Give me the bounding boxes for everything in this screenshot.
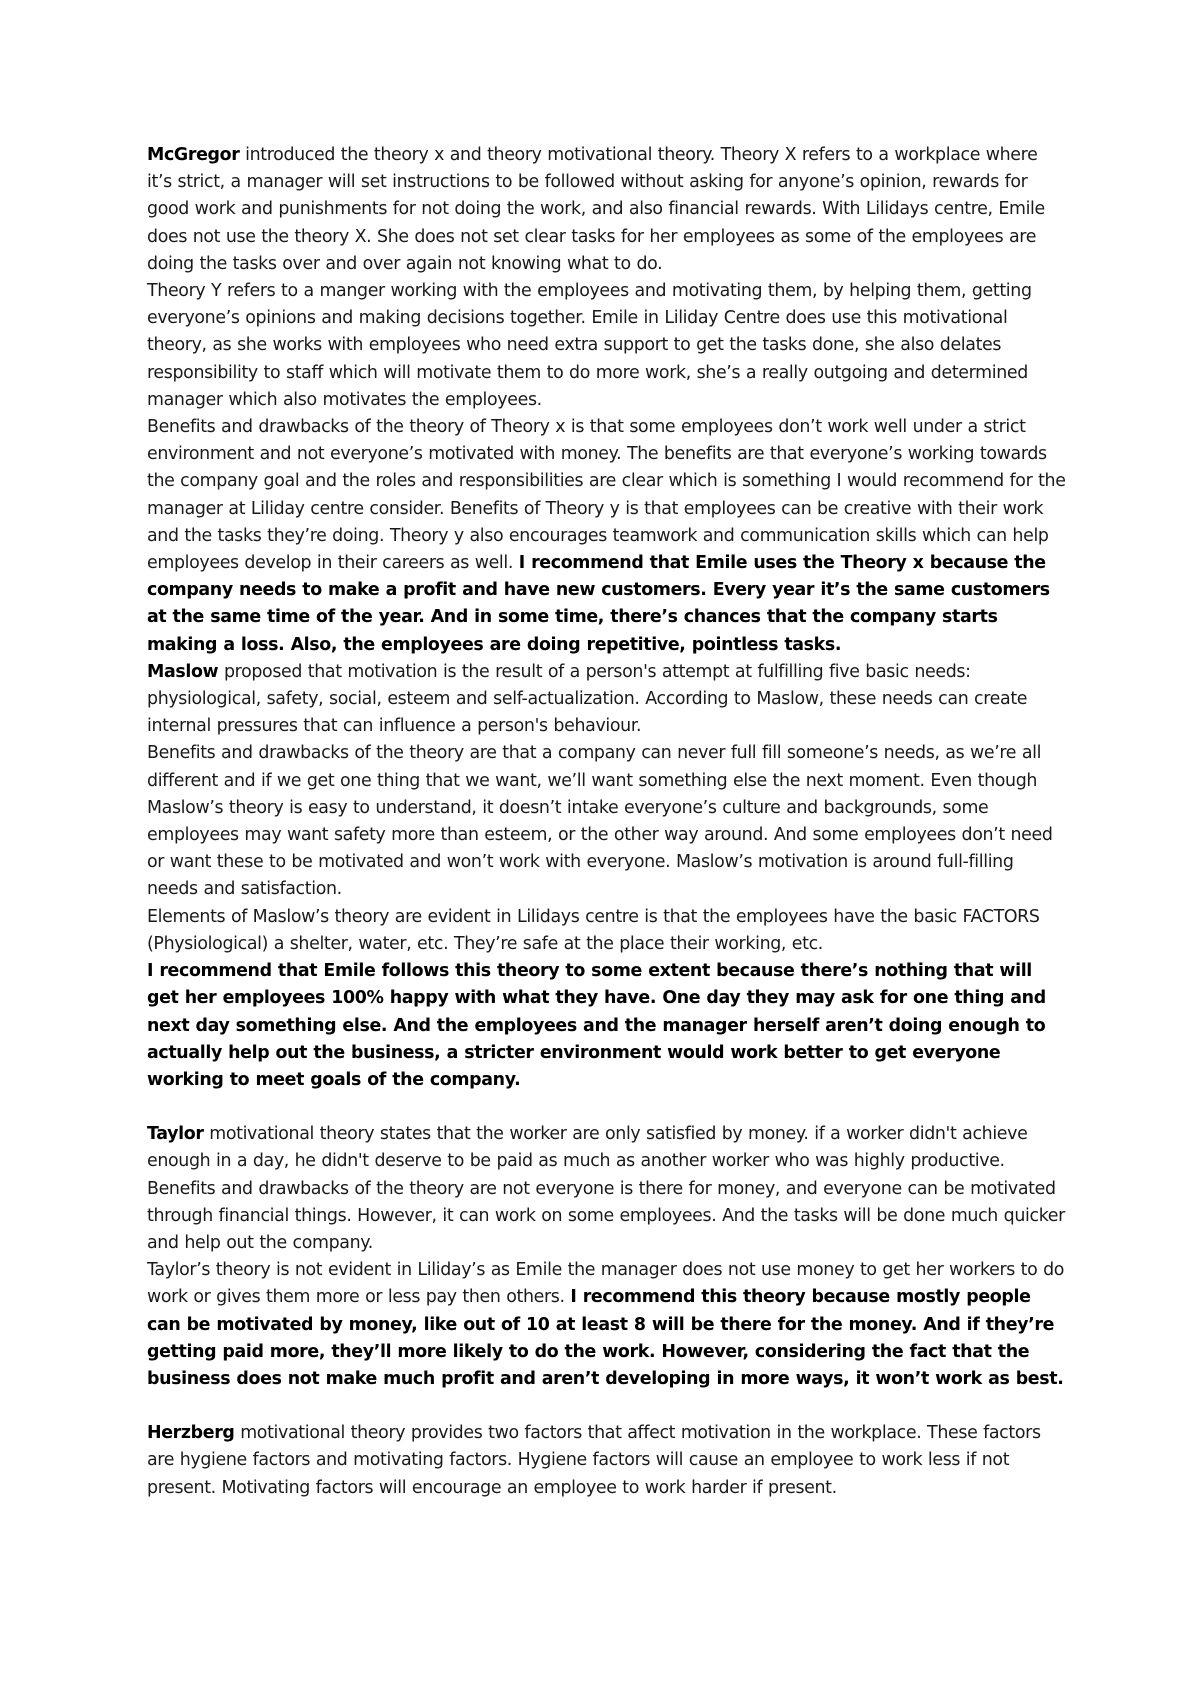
text-theory-y: Theory Y refers to a manger working with the employees and motivating them, by helping them, getting everyone’s opinions and making decisions together. Emile in Liliday Centre does use this motivational theory, as she works with employees who need extra support to get the tasks done, she also delates responsibility to staff which will motivate them to do more work, she’s a really outgoing and determined manager which also motivates the employees. bbox=[147, 281, 1032, 410]
paragraph-taylor-benefits bbox=[147, 1176, 1067, 1258]
paragraph-maslow-recommendation bbox=[147, 958, 1067, 1094]
text-taylor-intro: motivational theory states that the worker are only satisfied by money. if a worker didn't achieve enough in a day, he didn't deserve to be paid as much as another worker who was highly productive. bbox=[147, 1124, 1028, 1172]
text-maslow-elements: Elements of Maslow’s theory are evident in Lilidays centre is that the employees have the basic FACTORS (Physiological) a shelter, water, etc. They’re safe at the place their working, etc. bbox=[147, 906, 1040, 954]
text-mcgregor-theory-x: introduced the theory x and theory motivational theory. Theory X refers to a workplace where it’s strict, a manager will set instructions to be followed without asking for anyone’s opinion, rewards for good work and punishments for not doing the work, and also financial rewards. With Lilidays centre, Emile does not use the theory X. She does not set clear tasks for her employees as some of the employees are doing the tasks over and over again not knowing what to do. bbox=[147, 145, 1045, 274]
paragraph-taylor-intro bbox=[147, 1121, 1067, 1175]
paragraph-maslow-intro bbox=[147, 659, 1067, 741]
recommendation-taylor: I recommend this theory because mostly people can be motivated by money, like out of 10 at least 8 will be there for the money. And if they’re getting paid more, they’ll more likely to do the work. However, considering the fact that the business does not make much profit and aren’t developing in more ways, it won’t work as best. bbox=[147, 1287, 1064, 1389]
recommendation-maslow: I recommend that Emile follows this theory to some extent because there’s nothing that will get her employees 100% happy with what they have. One day they may ask for one thing and next day something else. And the employees and the manager herself aren’t doing enough to actually help out the business, a stricter environment would work better to get everyone working to meet goals of the company. bbox=[147, 961, 1046, 1090]
heading-taylor: Taylor bbox=[147, 1124, 204, 1145]
heading-maslow: Maslow bbox=[147, 661, 219, 682]
text-mcgregor-benefits: Benefits and drawbacks of the theory of Theory x is that some employees don’t work well under a strict environment and not everyone’s motivated with money. The benefits are that everyone’s working towards the company goal and the roles and responsibilities are clear which is something I would recommend for the manager at Liliday centre consider. Benefits of Theory y is that employees can be creative with their work and the tasks they’re doing. Theory y also encourages teamwork and communication skills which can help employees develop in their careers as well. bbox=[147, 417, 1066, 574]
recommendation-mcgregor: I recommend that Emile uses the Theory x because the company needs to make a profit and have new customers. Every year it’s the same customers at the same time of the year. And in some time, there’s chances that the company starts making a loss. Also, the employees are doing repetitive, pointless tasks. bbox=[147, 553, 1050, 655]
text-maslow-intro: proposed that motivation is the result of a person's attempt at fulfilling five basic needs: physiological, safety, social, esteem and self-actualization. According to Maslow, these needs can create internal pressures that can influence a person's behaviour. bbox=[147, 661, 1028, 737]
paragraph-maslow-elements bbox=[147, 904, 1067, 958]
paragraph-mcgregor-intro bbox=[147, 142, 1067, 278]
paragraph-mcgregor-benefits bbox=[147, 414, 1067, 659]
text-taylor-benefits: Benefits and drawbacks of the theory are not everyone is there for money, and everyone can be motivated through financial things. However, it can work on some employees. And the tasks will be done much quicker and help out the company. bbox=[147, 1178, 1065, 1253]
text-maslow-benefits: Benefits and drawbacks of the theory are that a company can never full fill someone’s needs, as we’re all different and if we get one thing that we want, we’ll want something else the next moment. Even though Maslow’s theory is easy to understand, it doesn’t intake everyone’s culture and backgrounds, some employees may want safety more than esteem, or the other way around. And some employees don’t need or want these to be motivated and won’t work with everyone. Maslow’s motivation is around full-filling needs and satisfaction. bbox=[147, 743, 1053, 900]
document-page bbox=[147, 142, 1067, 1502]
paragraph-herzberg-intro bbox=[147, 1420, 1067, 1502]
text-herzberg-intro: motivational theory provides two factors that affect motivation in the workplace. These factors are hygiene factors and motivating factors. Hygiene factors will cause an employee to work less if not present. Motivating factors will encourage an employee to work harder if present. bbox=[147, 1423, 1041, 1498]
text-taylor-evidence: Taylor’s theory is not evident in Liliday’s as Emile the manager does not use money to get her workers to do work or gives them more or less pay then others. bbox=[147, 1260, 1065, 1308]
paragraph-theory-y bbox=[147, 278, 1067, 414]
paragraph-maslow-benefits bbox=[147, 740, 1067, 903]
paragraph-taylor-evidence bbox=[147, 1257, 1067, 1393]
heading-herzberg: Herzberg bbox=[147, 1423, 235, 1444]
heading-mcgregor: McGregor bbox=[147, 145, 240, 165]
